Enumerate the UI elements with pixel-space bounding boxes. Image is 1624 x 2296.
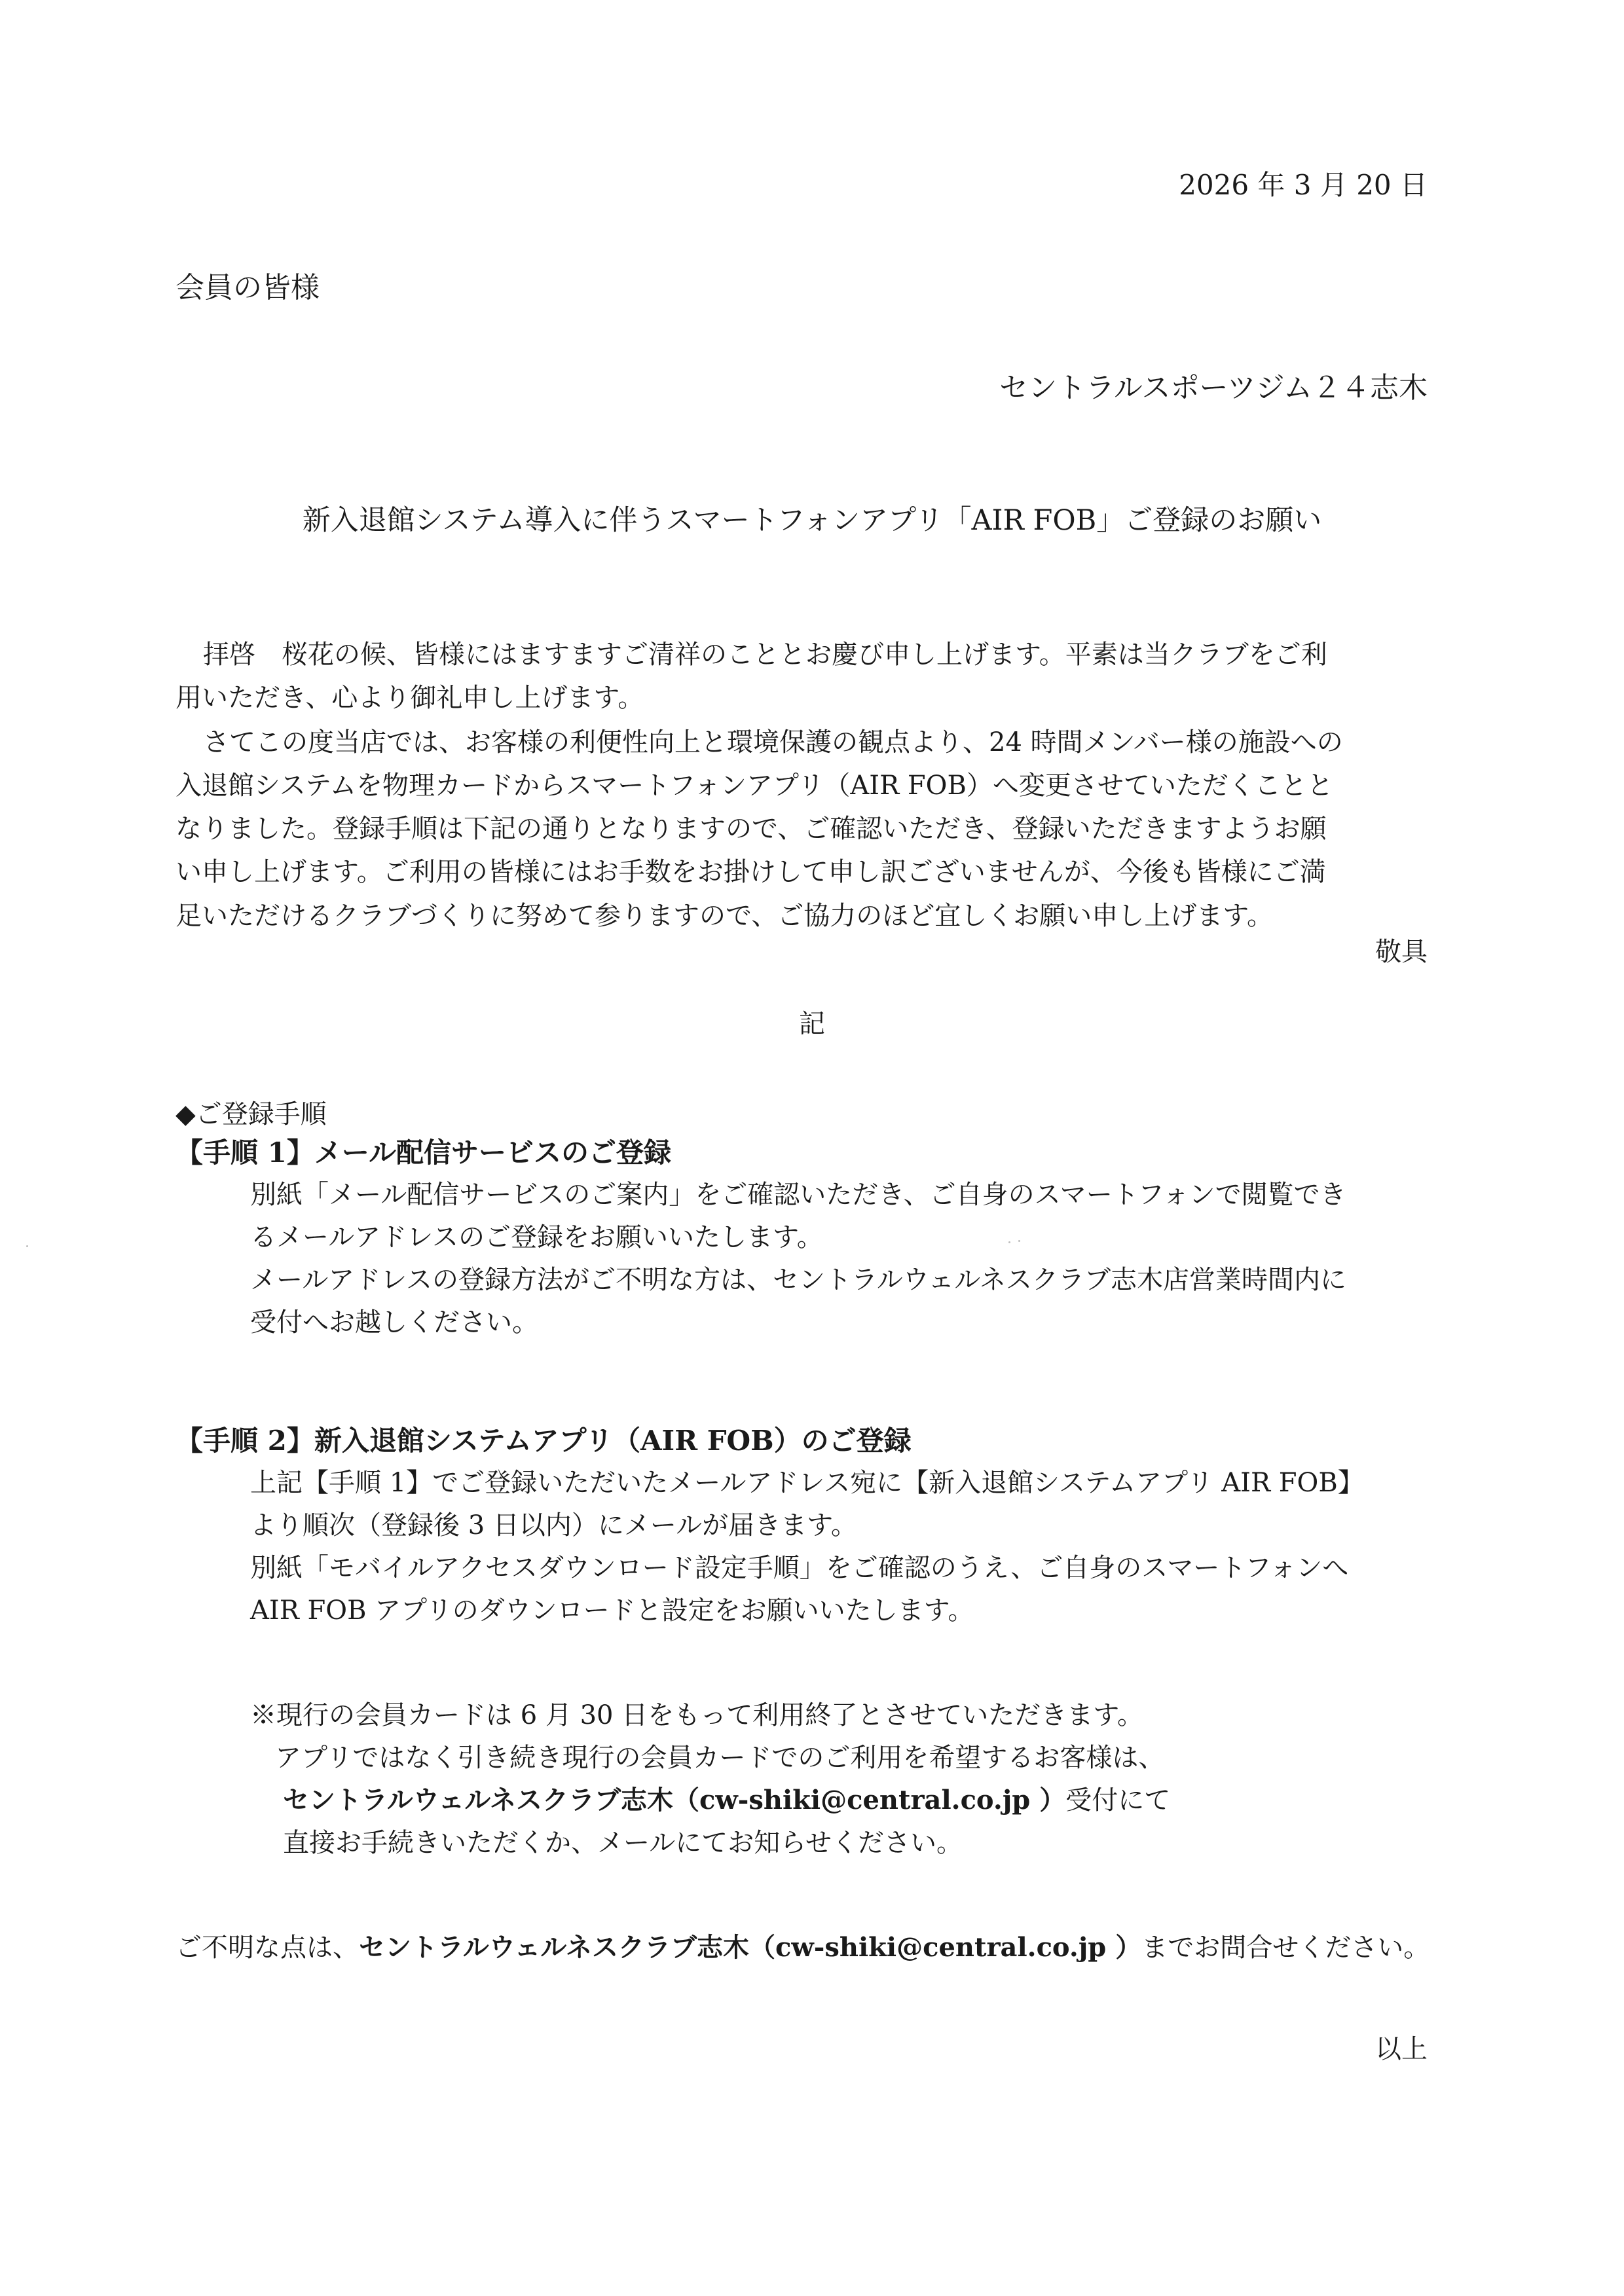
body-p2-line3: なりました。登録手順は下記の通りとなりますので、ご確認いただき、登録いただきますようお願 <box>175 814 1327 844</box>
letter-date: 2026 年 3 月 20 日 <box>1179 169 1428 201</box>
body-p2-line1: さてこの度当店では、お客様の利便性向上と環境保護の観点より、24 時間メンバー様の施設への <box>203 727 1343 757</box>
letter-title: 新入退館システム導入に伴うスマートフォンアプリ「AIR FOB」ご登録のお願い <box>302 504 1322 537</box>
body-p1-line2: 用いただき、心より御礼申し上げます。 <box>175 683 644 713</box>
scan-speck <box>26 1245 28 1247</box>
ki-marker: 記 <box>799 1009 825 1039</box>
note-line4: 直接お手続きいただくか、メールにてお知らせください。 <box>283 1828 963 1858</box>
note-line2: アプリではなく引き続き現行の会員カードでのご利用を希望するお客様は、 <box>275 1743 1165 1773</box>
scan-speck <box>1018 1240 1020 1242</box>
sender: セントラルスポーツジム２４志木 <box>999 371 1428 405</box>
step2-heading: 【手順 2】新入退館システムアプリ（AIR FOB）のご登録 <box>175 1425 912 1457</box>
step2-line1: 上記【手順 1】でご登録いただいたメールアドレス宛に【新入退館システムアプリ AIR FOB】 <box>250 1468 1364 1498</box>
contact-suffix: までお問合せください。 <box>1141 1933 1430 1963</box>
step1-line3: メールアドレスの登録方法がご不明な方は、セントラルウェルネスクラブ志木店営業時間内に <box>250 1265 1346 1295</box>
recipient: 会員の皆様 <box>175 271 320 304</box>
step1-heading: 【手順 1】メール配信サービスのご登録 <box>175 1137 672 1169</box>
scan-speck <box>1008 1241 1010 1243</box>
body-p2-line4: い申し上げます。ご利用の皆様にはお手数をお掛けして申し訳ございませんが、今後も皆様にご満 <box>175 857 1326 887</box>
ijou-end: 以上 <box>1375 2034 1428 2064</box>
section-label: ◆ご登録手順 <box>175 1099 327 1129</box>
step1-line2: るメールアドレスのご登録をお願いいたします。 <box>250 1222 823 1252</box>
note-line3-rest: 受付にて <box>1065 1785 1171 1815</box>
note-club-contact: セントラルウェルネスクラブ志木（cw-shiki@central.co.jp ） <box>283 1785 1066 1815</box>
step2-line3: 別紙「モバイルアクセスダウンロード設定手順」をご確認のうえ、ご自身のスマートフォンへ <box>250 1553 1349 1583</box>
contact-line <box>175 1932 1430 1963</box>
step1-line1: 別紙「メール配信サービスのご案内」をご確認いただき、ご自身のスマートフォンで閲覧でき <box>250 1180 1346 1210</box>
body-p2-line5: 足いただけるクラブづくりに努めて参りますので、ご協力のほど宜しくお願い申し上げます。 <box>175 901 1273 931</box>
step2-line4: AIR FOB アプリのダウンロードと設定をお願いいたします。 <box>250 1595 974 1626</box>
step2-line2: より順次（登録後 3 日以内）にメールが届きます。 <box>250 1510 857 1540</box>
step1-line4: 受付へお越しください。 <box>250 1307 538 1338</box>
note-line1: ※現行の会員カードは 6 月 30 日をもって利用終了とさせていただきます。 <box>250 1700 1144 1730</box>
closing-keigu: 敬具 <box>1375 937 1428 967</box>
note-line3 <box>283 1787 1170 1813</box>
body-p2-line2: 入退館システムを物理カードからスマートフォンアプリ（AIR FOB）へ変更させていただくことと <box>175 771 1333 801</box>
contact-club-email: セントラルウェルネスクラブ志木（cw-shiki@central.co.jp ） <box>359 1932 1142 1963</box>
body-p1-line1: 拝啓 桜花の候、皆様にはますますご清祥のこととお慶び申し上げます。平素は当クラブをご利 <box>203 640 1327 670</box>
contact-prefix: ご不明な点は、 <box>175 1933 359 1963</box>
